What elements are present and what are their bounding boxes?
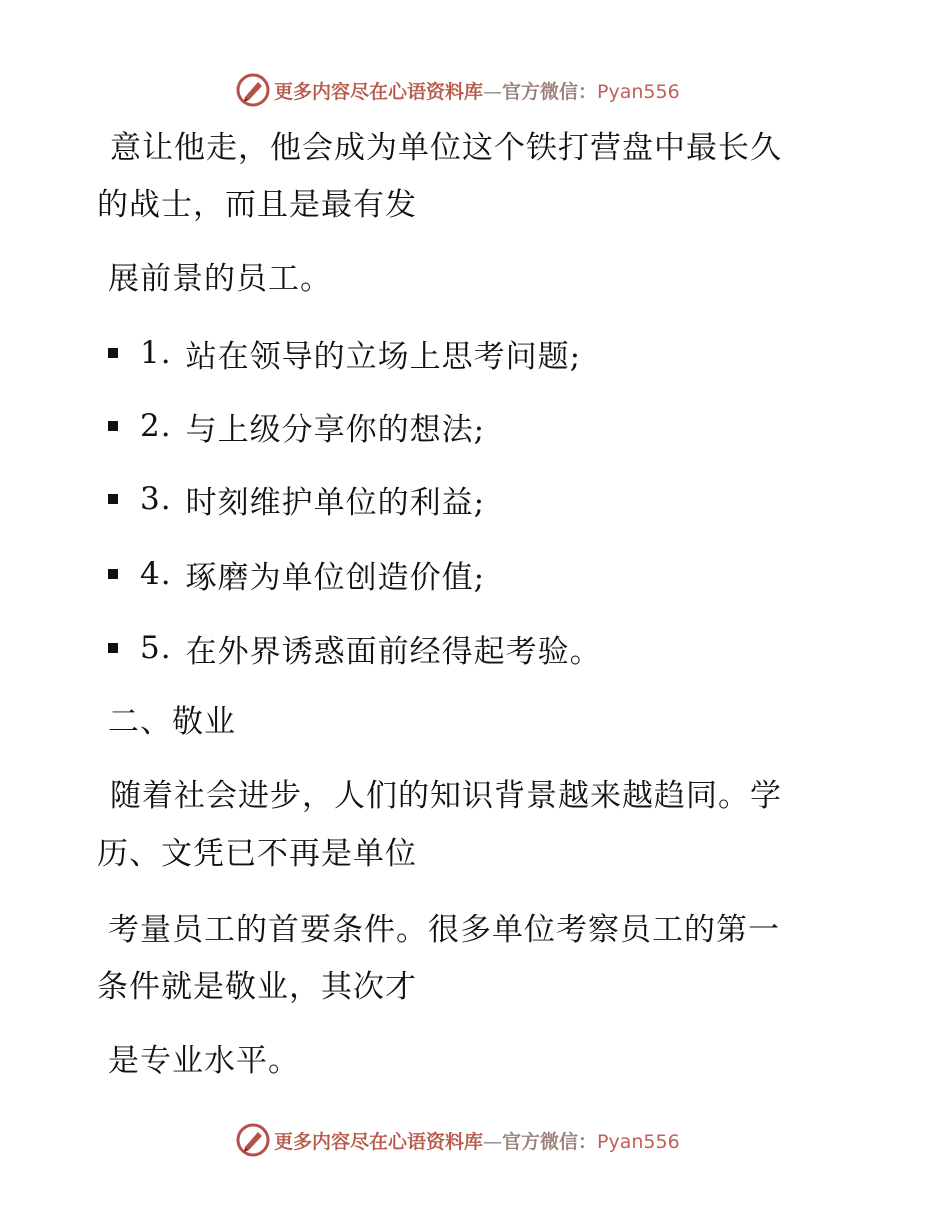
- banner-dash: —: [483, 80, 503, 103]
- banner-handle: Pyan556: [597, 1130, 680, 1153]
- list-item-text: 与上级分享你的想法;: [185, 411, 486, 448]
- list-item: [108, 406, 485, 446]
- paragraph-line: 历、文凭已不再是单位: [97, 836, 417, 872]
- pen-logo-icon: [236, 73, 270, 107]
- square-bullet-icon: [108, 569, 118, 579]
- paragraph-line: 条件就是敬业，其次才: [97, 969, 417, 1005]
- banner-text: [274, 77, 680, 104]
- banner-text: [274, 1127, 680, 1154]
- square-bullet-icon: [108, 494, 118, 504]
- list-item: [108, 479, 485, 519]
- list-item-number: 2.: [140, 408, 172, 444]
- list-item: [108, 554, 485, 594]
- banner-site-name: 更多内容尽在心语资料库: [274, 80, 484, 103]
- paragraph-line: 的战士，而且是最有发: [97, 187, 417, 223]
- list-item-number: 4.: [140, 556, 172, 592]
- section-heading: 二、敬业: [108, 704, 236, 740]
- square-bullet-icon: [108, 421, 118, 431]
- list-item-number: 1.: [140, 335, 172, 371]
- pen-logo-icon: [236, 1123, 270, 1157]
- paragraph-line: 意让他走，他会成为单位这个铁打营盘中最长久: [110, 130, 782, 166]
- paragraph-line: 是专业水平。: [108, 1043, 300, 1079]
- list-item: [108, 628, 602, 668]
- list-item-number: 5.: [140, 630, 172, 666]
- list-item-text: 在外界诱惑面前经得起考验。: [185, 633, 602, 670]
- list-item-number: 3.: [140, 481, 172, 517]
- paragraph-line: 随着社会进步，人们的知识背景越来越趋同。学: [110, 778, 782, 814]
- paragraph-line: 考量员工的首要条件。很多单位考察员工的第一: [108, 912, 780, 948]
- header-banner: [236, 72, 680, 108]
- banner-wechat-label: 官方微信：: [502, 1130, 598, 1153]
- banner-handle: Pyan556: [597, 80, 680, 103]
- list-item-text: 时刻维护单位的利益;: [185, 484, 486, 521]
- list-item-text: 站在领导的立场上思考问题;: [185, 338, 582, 375]
- paragraph-line: 展前景的员工。: [108, 261, 332, 297]
- list-item-text: 琢磨为单位创造价值;: [185, 559, 486, 596]
- list-item: [108, 333, 581, 373]
- banner-wechat-label: 官方微信：: [502, 80, 598, 103]
- footer-banner: [236, 1122, 680, 1158]
- banner-dash: —: [483, 1130, 503, 1153]
- square-bullet-icon: [108, 643, 118, 653]
- square-bullet-icon: [108, 348, 118, 358]
- banner-site-name: 更多内容尽在心语资料库: [274, 1130, 484, 1153]
